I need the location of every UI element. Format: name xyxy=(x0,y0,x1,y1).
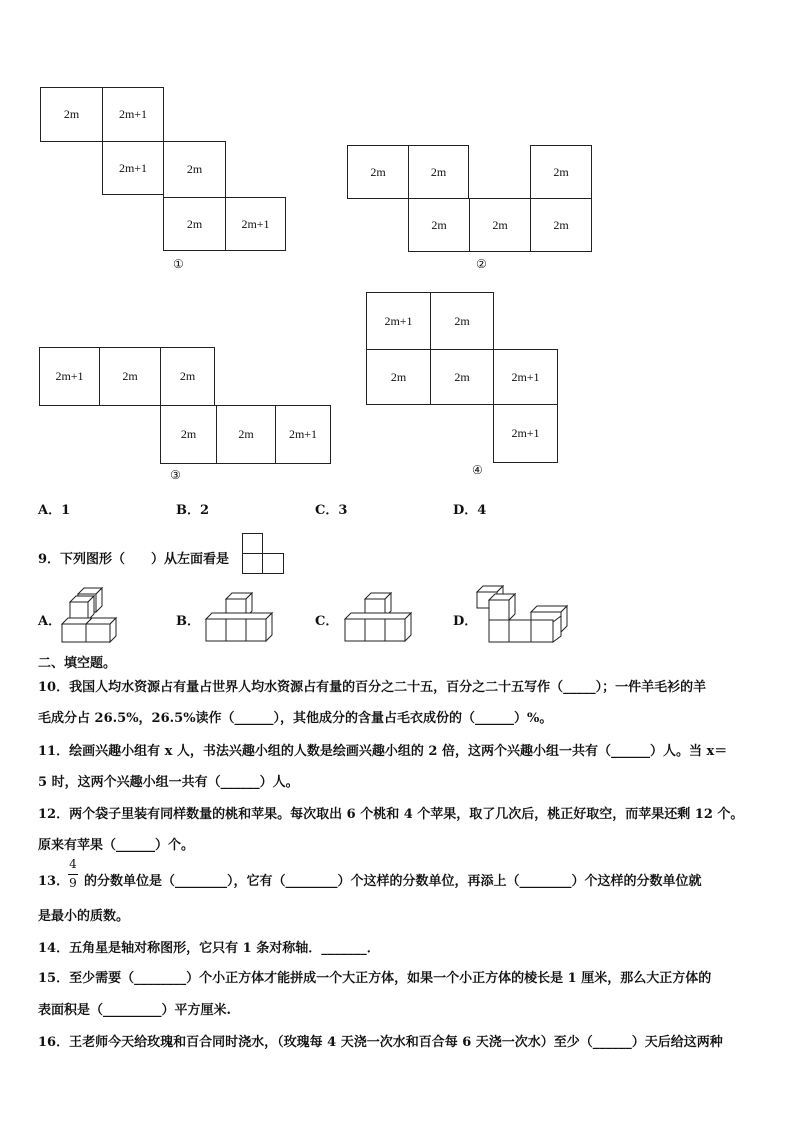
cube-figure-b xyxy=(204,593,274,643)
net-cell: 2m+1 xyxy=(39,347,100,406)
net-cell: 2m xyxy=(163,141,226,198)
section-heading: 二、填空题。 xyxy=(38,656,117,671)
net-cell: 2m xyxy=(530,145,592,199)
q9-option-b[interactable]: B． xyxy=(176,614,200,629)
net-cell: 2m xyxy=(99,347,161,406)
net-cell: 2m+1 xyxy=(493,404,558,463)
fraction-bar xyxy=(68,874,78,875)
fraction-denominator: 9 xyxy=(69,876,77,890)
question-15-line2: 表面积是（_________）平方厘米. xyxy=(38,1003,232,1018)
net-cell: 2m xyxy=(430,292,494,350)
net-cell: 2m+1 xyxy=(493,349,558,405)
question-13-line2: 是最小的质数。 xyxy=(38,909,130,924)
net-label: ④ xyxy=(472,463,483,477)
net-cell: 2m xyxy=(408,145,469,199)
net-cell: 2m+1 xyxy=(275,405,331,464)
net-cell: 2m xyxy=(160,347,215,406)
question-13-line1: 的分数单位是（________），它有（________）个这样的分数单位，再添上（________）个这样的分数单位就 xyxy=(84,874,702,889)
question-16: 16．王老师今天给玫瑰和百合同时浇水，（玫瑰每 4 天浇一次水和百合每 6 天浇一次水）至少（______）天后给这两种 xyxy=(38,1035,723,1050)
net-label: ② xyxy=(476,257,487,271)
q9-option-c[interactable]: C． xyxy=(315,614,339,629)
left-view-figure xyxy=(242,533,286,577)
question-11-line1: 11．绘画兴趣小组有 x 人，书法兴趣小组的人数是绘画兴趣小组的 2 倍，这两个兴趣小组一共有（______）人。当 x＝ xyxy=(38,744,728,759)
question-10-line2: 毛成分占 26.5%，26.5%读作（______），其他成分的含量占毛衣成份的（______）%。 xyxy=(38,711,553,726)
option-c[interactable]: C．3 xyxy=(315,503,348,518)
fraction-numerator: 4 xyxy=(69,857,77,871)
net-cell: 2m xyxy=(347,145,409,199)
question-11-line2: 5 时，这两个兴趣小组一共有（______）人。 xyxy=(38,775,299,790)
question-15-line1: 15．至少需要（________）个小正方体才能拼成一个大正方体，如果一个小正方体的棱长是 1 厘米，那么大正方体的 xyxy=(38,971,712,986)
net-cell: 2m xyxy=(430,349,494,405)
cube-figure-a xyxy=(60,588,120,644)
question-12-line2: 原来有苹果（______）个。 xyxy=(38,838,195,853)
q9-option-d[interactable]: D． xyxy=(453,614,478,629)
option-a[interactable]: A．1 xyxy=(38,503,71,518)
net-cell: 2m xyxy=(216,405,276,464)
option-d[interactable]: D．4 xyxy=(453,503,487,518)
net-cell: 2m xyxy=(40,87,103,142)
net-cell: 2m xyxy=(530,198,592,252)
question-13-number: 13． xyxy=(38,874,70,889)
cube-figure-c xyxy=(343,593,413,643)
net-cell: 2m+1 xyxy=(102,141,164,195)
question-9: 9．下列图形（ ）从左面看是 xyxy=(38,552,230,567)
net-cell: 2m xyxy=(366,349,431,405)
net-cell: 2m xyxy=(469,198,531,252)
cube-figure-d xyxy=(475,586,571,644)
option-b[interactable]: B．2 xyxy=(176,503,210,518)
question-10-line1: 10．我国人均水资源占有量占世界人均水资源占有量的百分之二十五，百分之二十五写作（_____）；一件羊毛衫的羊 xyxy=(38,680,707,695)
q9-option-a[interactable]: A． xyxy=(38,614,62,629)
question-12-line1: 12．两个袋子里装有同样数量的桃和苹果。每次取出 6 个桃和 4 个苹果，取了几次后，桃正好取空，而苹果还剩 12 个。 xyxy=(38,807,744,822)
net-label: ③ xyxy=(170,468,181,482)
question-14: 14．五角星是轴对称图形，它只有 1 条对称轴．_______． xyxy=(38,941,380,956)
net-cell: 2m xyxy=(408,198,470,252)
net-cell: 2m xyxy=(160,405,217,464)
net-label: ① xyxy=(173,257,184,271)
net-cell: 2m xyxy=(163,197,226,251)
net-cell: 2m+1 xyxy=(102,87,164,142)
net-cell: 2m+1 xyxy=(225,197,286,251)
net-cell: 2m+1 xyxy=(366,292,431,350)
